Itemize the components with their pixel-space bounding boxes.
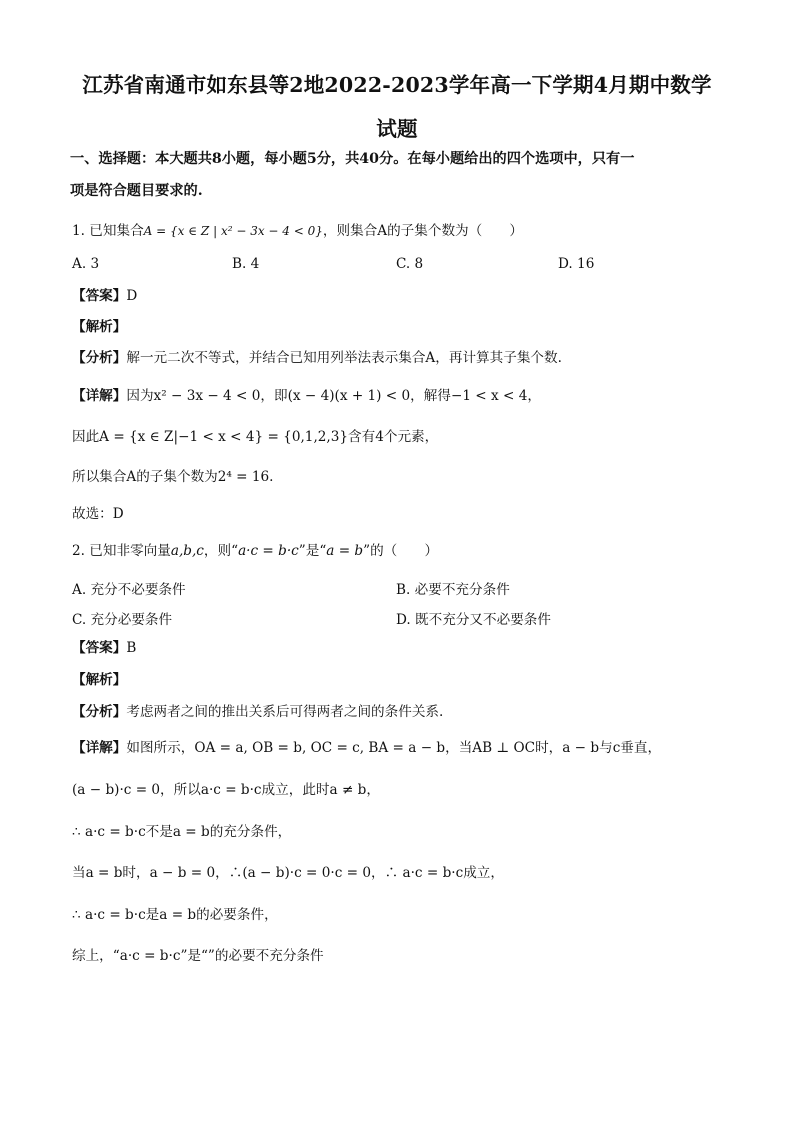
q1-fenxi bbox=[72, 349, 562, 367]
q1-fenxi-tag: 【分析】 bbox=[72, 350, 127, 366]
q1-option-c: C. 8 bbox=[396, 256, 424, 272]
doc-title-line1: 江苏省南通市如东县等2地2022-2023学年高一下学期4月期中数学 bbox=[82, 73, 712, 97]
q2-detail-line1 bbox=[72, 739, 661, 757]
q2-stem-cond2: a = b bbox=[326, 543, 364, 559]
q1-stem-set: A = {x ∈ Z | x² − 3x − 4 < 0} bbox=[143, 224, 323, 238]
q1-jiexi-tag: 【解析】 bbox=[72, 319, 127, 335]
q1-detail-line2: 因此A = {x ∈ Z|−1 < x < 4} = {0,1,2,3}含有4个元素， bbox=[72, 429, 439, 445]
section-heading-line2: 项是符合题目要求的. bbox=[70, 183, 203, 199]
q1-option-a: A. 3 bbox=[72, 256, 100, 272]
q2-fenxi-text: 考虑两者之间的推出关系后可得两者之间的条件关系. bbox=[126, 704, 444, 720]
q2-option-a: A. 充分不必要条件 bbox=[72, 582, 186, 598]
q2-option-c: C. 充分必要条件 bbox=[72, 612, 173, 628]
doc-title-line2: 试题 bbox=[376, 117, 418, 141]
q1-answer-tag: 【答案】 bbox=[72, 288, 127, 304]
q1-stem-post: ，则集合A的子集个数为（ ） bbox=[322, 223, 524, 239]
q1-detail-line1 bbox=[72, 387, 541, 405]
q1-xiangjie-tag: 【详解】 bbox=[72, 388, 127, 404]
section-heading-line1: 一、选择题：本大题共8小题，每小题5分，共40分。在每小题给出的四个选项中，只有一 bbox=[70, 151, 635, 167]
q1-detail-line3: 所以集合A的子集个数为2⁴ = 16. bbox=[72, 469, 274, 485]
q2-fenxi-tag: 【分析】 bbox=[72, 704, 127, 720]
q2-detail-line4: 当a = b时，a − b = 0，∴(a − b)·c = 0·c = 0，∴ a·c = b·c成立， bbox=[72, 865, 504, 881]
q2-stem-vectors: a,b,c bbox=[170, 543, 204, 559]
q2-stem-pre: 2. 已知非零向量 bbox=[72, 543, 171, 559]
q1-answer-value: D bbox=[126, 288, 138, 304]
q2-detail-line6: 综上，“a·c = b·c”是“”的必要不充分条件 bbox=[72, 948, 324, 964]
q2-option-d: D. 既不充分又不必要条件 bbox=[396, 612, 551, 628]
q2-jiexi-tag: 【解析】 bbox=[72, 672, 127, 688]
q1-stem-pre: 1. 已知集合 bbox=[72, 223, 144, 239]
q1-detail1-text: 因为x² − 3x − 4 < 0，即(x − 4)(x + 1) < 0，解得−1 < x < 4， bbox=[126, 388, 541, 404]
q2-stem-mid: ，则“ bbox=[203, 543, 239, 559]
q2-stem bbox=[72, 542, 438, 560]
q1-choose: 故选：D bbox=[72, 506, 124, 522]
q2-xiangjie-tag: 【详解】 bbox=[72, 740, 127, 756]
q2-answer-tag: 【答案】 bbox=[72, 640, 127, 656]
q1-option-b: B. 4 bbox=[232, 256, 260, 272]
q2-stem-cond1: a·c = b·c bbox=[238, 543, 299, 559]
q2-answer bbox=[72, 639, 136, 657]
q2-detail-line3: ∴ a·c = b·c不是a = b的充分条件， bbox=[72, 824, 292, 840]
q1-option-d: D. 16 bbox=[558, 256, 595, 272]
q2-option-b: B. 必要不充分条件 bbox=[396, 582, 510, 598]
q2-stem-post: ”的（ ） bbox=[363, 543, 439, 559]
q2-stem-mid2: ”是“ bbox=[298, 543, 327, 559]
q1-answer bbox=[72, 287, 137, 305]
q2-detail-line5: ∴ a·c = b·c是a = b的必要条件， bbox=[72, 907, 278, 923]
q2-answer-value: B bbox=[126, 640, 137, 656]
q2-detail1-text: 如图所示，OA = a, OB = b, OC = c, BA = a − b，当AB ⊥ OC时，a − b与c垂直， bbox=[126, 740, 662, 756]
q1-fenxi-text: 解一元二次不等式，并结合已知用列举法表示集合A，再计算其子集个数. bbox=[126, 350, 562, 366]
q1-stem bbox=[72, 222, 523, 240]
q2-fenxi bbox=[72, 703, 443, 721]
q2-detail-line2: (a − b)·c = 0，所以a·c = b·c成立，此时a ≠ b， bbox=[72, 782, 380, 798]
